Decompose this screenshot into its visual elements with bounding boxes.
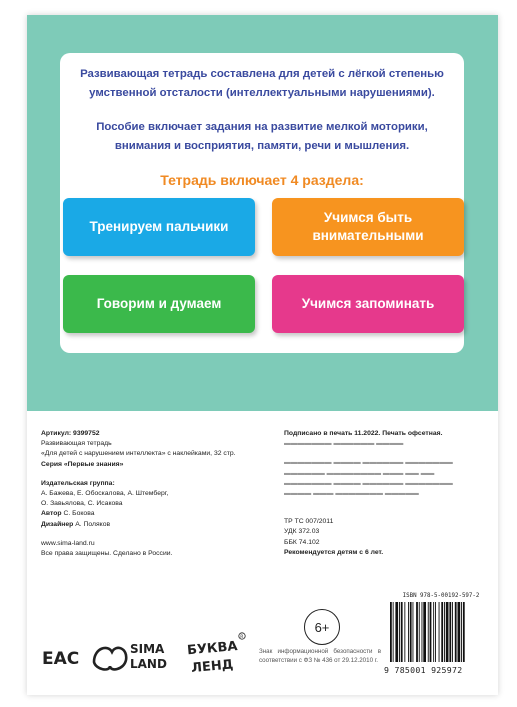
barcode-bar xyxy=(395,602,398,662)
author-name: С. Бокова xyxy=(63,510,95,518)
barcode-bar xyxy=(452,602,453,662)
barcode-bar xyxy=(413,602,414,662)
info-panel xyxy=(60,53,464,353)
barcode-bar xyxy=(419,602,420,662)
barcode-bar xyxy=(444,602,445,662)
eac-logo xyxy=(41,630,80,678)
svg-text:R: R xyxy=(240,635,244,640)
barcode-bar xyxy=(461,602,462,662)
section-tile-attention: Учимся быть внимательными xyxy=(272,198,464,256)
designer-name: А. Поляков xyxy=(75,520,111,528)
barcode-bar xyxy=(416,602,418,662)
barcode-bar xyxy=(458,602,461,662)
age-rating-note: Знак информационной безопасности в соответствии с ФЗ № 436 от 29.12.2010 г. xyxy=(259,648,381,664)
tr-ts: ТР ТС 007/2011 xyxy=(284,518,334,526)
barcode-bar xyxy=(433,602,434,662)
barcode-bar xyxy=(435,602,436,662)
barcode-bar xyxy=(455,602,457,662)
age-rating-badge: 6+ xyxy=(304,609,340,645)
title-line-1: Развивающая тетрадь xyxy=(41,440,112,448)
title-line-2: «Для детей с нарушением интеллекта» с наклейками, 32 стр. xyxy=(41,450,236,458)
print-date: Подписано в печать 11.2022. Печать офсетная. xyxy=(284,430,443,437)
eac-logo-text: EAC xyxy=(42,649,80,669)
barcode-bar xyxy=(463,602,465,662)
barcode-digits: 9 785001 925972 xyxy=(384,665,463,675)
sections-title: Тетрадь включает 4 раздела: xyxy=(160,172,364,188)
barcode-bar xyxy=(393,602,394,662)
bbk: ББК 74.102 xyxy=(284,538,320,546)
barcode-bar xyxy=(430,602,432,662)
publisher-line-2: О. Завьялова, С. Исакова xyxy=(41,500,123,508)
barcode-bar xyxy=(399,602,400,662)
isbn-text: ISBN 978-5-00192-597-2 xyxy=(402,593,480,599)
series: Серия «Первые знания» xyxy=(41,460,124,468)
barcode-bar xyxy=(410,602,412,662)
isbn-barcode xyxy=(388,602,490,664)
imprint-right xyxy=(284,429,484,558)
intro-paragraph-1: Развивающая тетрадь составлена для детей с лёгкой степенью умственной отсталости (интеллектуальными нарушениями). xyxy=(80,68,444,99)
rights: Все права защищены. Сделано в России. xyxy=(41,550,173,558)
barcode-bar xyxy=(390,602,392,662)
bukva-lend-logo xyxy=(185,630,247,678)
bukva-logo-line-1: БУКВА xyxy=(186,639,239,659)
barcode-bar xyxy=(423,602,426,662)
barcode-bar xyxy=(428,602,429,662)
barcode-bar xyxy=(401,602,403,662)
designer-label: Дизайнер xyxy=(41,520,74,528)
back-cover xyxy=(27,15,498,695)
section-tile-memory: Учимся запоминать xyxy=(272,275,464,333)
barcode-bar xyxy=(422,602,423,662)
barcode-bar xyxy=(449,602,451,662)
website: www.sima-land.ru xyxy=(41,539,95,547)
barcode-bar xyxy=(404,602,405,662)
blurred-line-1: ▬▬▬▬▬▬▬ ▬▬▬▬▬▬ ▬▬▬▬ xyxy=(284,440,404,448)
section-tile-speech: Говорим и думаем xyxy=(63,275,255,333)
section-tile-fingers: Тренируем пальчики xyxy=(63,198,255,256)
sima-logo-line-1: SIMA xyxy=(130,642,165,656)
barcode-bar xyxy=(441,602,443,662)
publisher-label: Издательская группа: xyxy=(41,479,115,487)
barcode-bar xyxy=(446,602,449,662)
barcode-bar xyxy=(408,602,409,662)
barcode-bar xyxy=(439,602,440,662)
sima-land-logo xyxy=(90,630,172,678)
bukva-logo-line-2: ЛЕНД xyxy=(190,657,234,677)
sima-logo-line-2: LAND xyxy=(130,657,167,671)
imprint-left xyxy=(41,429,246,559)
publisher-line-1: А. Бажева, Е. Обоскалова, А. Штемберг, xyxy=(41,490,169,498)
blurred-address-block: ▬▬▬▬▬▬▬ ▬▬▬▬ ▬▬▬▬▬▬ ▬▬▬▬▬▬▬ ▬▬▬▬▬▬ ▬▬▬▬▬▬▬▬ ▬▬▬ ▬▬ ▬▬ ▬▬▬▬▬▬▬ ▬▬▬▬ ▬▬▬▬▬▬ ▬▬▬▬▬▬▬ ▬▬▬▬ ▬▬▬ ▬▬▬▬▬▬▬ ▬▬▬▬▬ xyxy=(284,459,453,498)
intro-paragraph-2: Пособие включает задания на развитие мелкой моторики, внимания и восприятия, памяти, речи и мышления. xyxy=(96,121,428,152)
udk: УДК 372.03 xyxy=(284,528,320,536)
article: Артикул: 9399752 xyxy=(41,430,100,437)
author-label: Автор xyxy=(41,510,62,518)
recommended-age: Рекомендуется детям с 6 лет. xyxy=(284,548,384,556)
